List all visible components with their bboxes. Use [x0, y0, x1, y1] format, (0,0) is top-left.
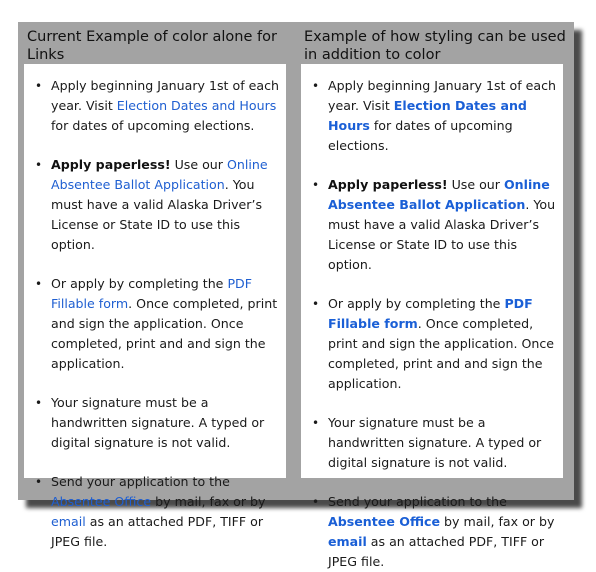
bold-text: Apply paperless! — [328, 177, 448, 192]
list-item — [301, 413, 563, 473]
item-text: Apply beginning January 1st of each year. Visit — [51, 78, 280, 113]
inline-link[interactable]: PDF Fillable form — [328, 296, 533, 331]
inline-link[interactable]: Absentee Office — [328, 514, 441, 529]
item-text: for dates of upcoming elections. — [51, 118, 255, 133]
item-text: by mail, fax or by — [151, 494, 266, 509]
item-text: as an attached PDF, TIFF or JPEG file. — [328, 534, 545, 569]
bullet-icon: • — [312, 297, 320, 311]
item-text: Apply beginning January 1st of each year. Visit — [328, 78, 557, 113]
bullet-icon: • — [35, 475, 43, 489]
list-item — [24, 393, 286, 453]
left-bullet-list — [24, 64, 286, 552]
inline-link[interactable]: PDF Fillable form — [51, 276, 252, 311]
bullet-icon: • — [312, 416, 320, 430]
list-item — [301, 76, 563, 156]
list-item — [24, 76, 286, 136]
inline-link[interactable]: email — [51, 514, 86, 529]
item-text: . You must have a valid Alaska Driver’s License or State ID to use this option. — [328, 197, 556, 272]
item-text: . Once completed, print and sign the application. Once completed, print and and sign the application. — [51, 296, 278, 371]
list-item — [24, 472, 286, 552]
bullet-icon: • — [35, 158, 43, 172]
list-item — [301, 294, 563, 394]
bold-text: Apply paperless! — [51, 157, 171, 172]
item-text: by mail, fax or by — [440, 514, 555, 529]
item-text: . You must have a valid Alaska Driver’s License or State ID to use this option. — [51, 177, 263, 252]
bullet-icon: • — [35, 396, 43, 410]
inline-link[interactable]: Online Absentee Ballot Application — [51, 157, 268, 192]
list-item — [24, 155, 286, 255]
left-example-panel — [24, 64, 286, 549]
inline-link[interactable]: Election Dates and Hours — [116, 98, 277, 113]
right-bullet-list — [301, 64, 563, 572]
item-text: Or apply by completing the — [328, 296, 505, 311]
item-text: as an attached PDF, TIFF or JPEG file. — [51, 514, 264, 549]
bullet-icon: • — [312, 178, 320, 192]
inline-link[interactable]: Absentee Office — [51, 494, 152, 509]
list-item — [301, 492, 563, 572]
right-column-heading: Example of how styling can be used in addition to color — [304, 29, 566, 63]
item-text: Send your application to the — [51, 474, 230, 489]
inline-link[interactable]: email — [328, 534, 367, 549]
item-text: Or apply by completing the — [51, 276, 228, 291]
item-text: Use our — [447, 177, 504, 192]
item-text: Send your application to the — [328, 494, 507, 509]
bullet-icon: • — [35, 79, 43, 93]
inline-link[interactable]: Election Dates and Hours — [328, 98, 527, 133]
left-column-heading: Current Example of color alone for Links — [27, 29, 277, 63]
bullet-icon: • — [35, 277, 43, 291]
right-example-panel — [301, 64, 563, 569]
item-text: Your signature must be a handwritten signature. A typed or digital signature is not valid. — [51, 395, 265, 450]
item-text: . Once completed, print and sign the application. Once completed, print and and sign the application. — [328, 316, 555, 391]
comparison-frame — [18, 22, 574, 569]
item-text: for dates of upcoming elections. — [328, 118, 513, 153]
bullet-icon: • — [312, 495, 320, 509]
inline-link[interactable]: Online Absentee Ballot Application — [328, 177, 550, 212]
list-item — [24, 274, 286, 374]
bullet-icon: • — [312, 79, 320, 93]
item-text: Use our — [170, 157, 227, 172]
item-text: Your signature must be a handwritten signature. A typed or digital signature is not valid. — [328, 415, 542, 470]
list-item — [301, 175, 563, 275]
